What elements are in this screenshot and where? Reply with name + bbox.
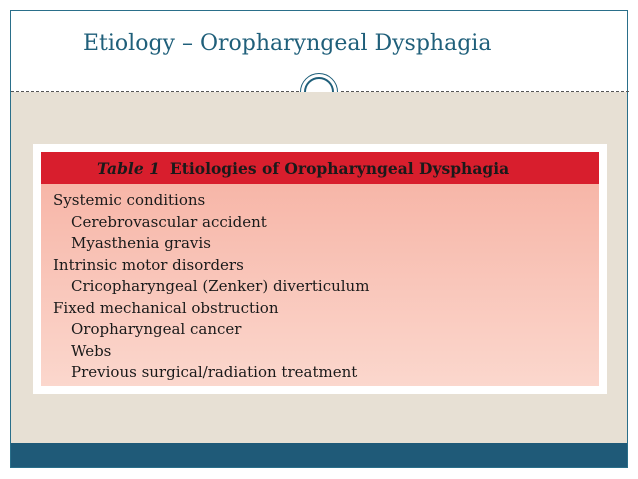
etiology-table bbox=[33, 144, 607, 394]
footer-bar bbox=[11, 443, 627, 467]
table-row-item: Myasthenia gravis bbox=[71, 234, 211, 252]
table-caption: Etiologies of Oropharyngeal Dysphagia bbox=[169, 158, 510, 178]
table-body bbox=[41, 184, 599, 386]
table-row-item: Cerebrovascular accident bbox=[71, 212, 267, 231]
table-row-category: Intrinsic motor disorders bbox=[53, 255, 244, 274]
table-row-category: Systemic conditions bbox=[53, 191, 206, 209]
table-label: Table 1 bbox=[97, 158, 160, 178]
table-row-item: Oropharyngeal cancer bbox=[71, 320, 242, 338]
slide-title: Etiology – Oropharyngeal Dysphagia bbox=[83, 31, 492, 56]
slide bbox=[10, 10, 628, 468]
table-row-item: Cricopharyngeal (Zenker) diverticulum bbox=[71, 277, 370, 295]
table-row-category: Fixed mechanical obstruction bbox=[53, 298, 279, 317]
table-row-item: Previous surgical/radiation treatment bbox=[71, 363, 358, 381]
table-header bbox=[41, 152, 599, 184]
table-row-item: Webs bbox=[71, 341, 112, 360]
content-area bbox=[11, 92, 627, 445]
